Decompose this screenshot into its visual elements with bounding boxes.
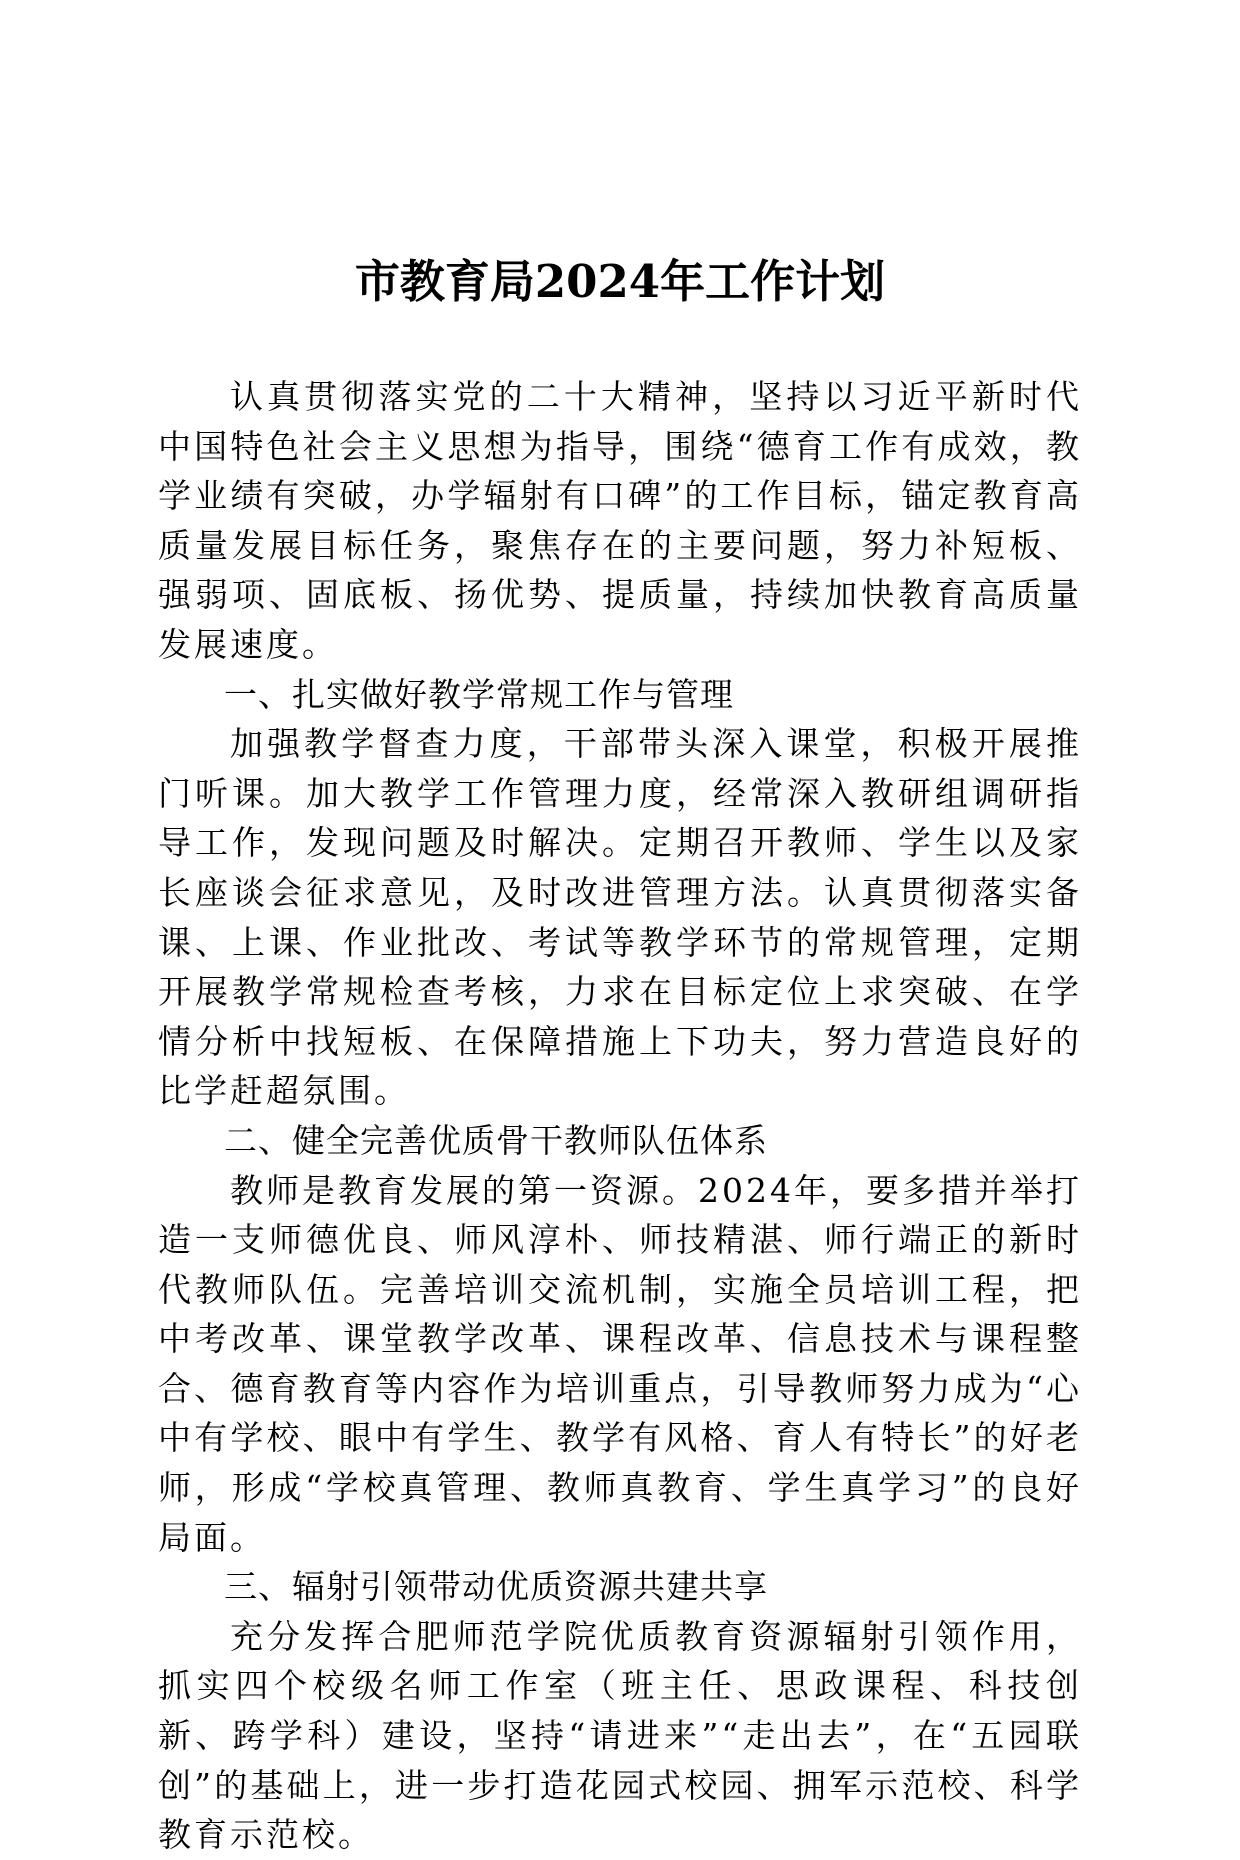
document-title: 市教育局2024年工作计划 <box>354 255 886 308</box>
section-heading-3: 三、辐射引领带动优质资源共建共享 <box>224 1567 768 1607</box>
section-heading-2: 二、健全完善优质骨干教师队伍体系 <box>224 1120 768 1160</box>
section-heading-1: 一、扎实做好教学常规工作与管理 <box>224 674 734 714</box>
intro-paragraph: 认真贯彻落实党的二十大精神，坚持以习近平新时代中国特色社会主义思想为指导，围绕“德育工作有成效，教学业绩有突破，办学辐射有口碑”的工作目标，锚定教育高质量发展目标任务，聚焦存在的主要问题，努力补短板、强弱项、固底板、扬优势、提质量，持续加快教育高质量发展速度。 <box>158 377 1082 664</box>
section-body-2: 教师是教育发展的第一资源。2024年，要多措并举打造一支师德优良、师风淳朴、师技精湛、师行端正的新时代教师队伍。完善培训交流机制，实施全员培训工程，把中考改革、课堂教学改革、课程改革、信息技术与课程整合、德育教育等内容作为培训重点，引导教师努力成为“心中有学校、眼中有学生、教学有风格、育人有特长”的好老师，形成“学校真管理、教师真教育、学生真学习”的良好局面。 <box>158 1170 1082 1557</box>
section-body-3: 充分发挥合肥师范学院优质教育资源辐射引领作用，抓实四个校级名师工作室（班主任、思政课程、科技创新、跨学科）建设，坚持“请进来”“走出去”，在“五园联创”的基础上，进一步打造花园式校园、拥军示范校、科学教育示范校。 <box>158 1616 1082 1855</box>
document-body <box>158 372 1082 1860</box>
section-body-1: 加强教学督查力度，干部带头深入课堂，积极开展推门听课。加大教学工作管理力度，经常深入教研组调研指导工作，发现问题及时解决。定期召开教师、学生以及家长座谈会征求意见，及时改进管理方法。认真贯彻落实备课、上课、作业批改、考试等教学环节的常规管理，定期开展教学常规检查考核，力求在目标定位上求突破、在学情分析中找短板、在保障措施上下功夫，努力营造良好的比学赶超氛围。 <box>158 724 1082 1111</box>
